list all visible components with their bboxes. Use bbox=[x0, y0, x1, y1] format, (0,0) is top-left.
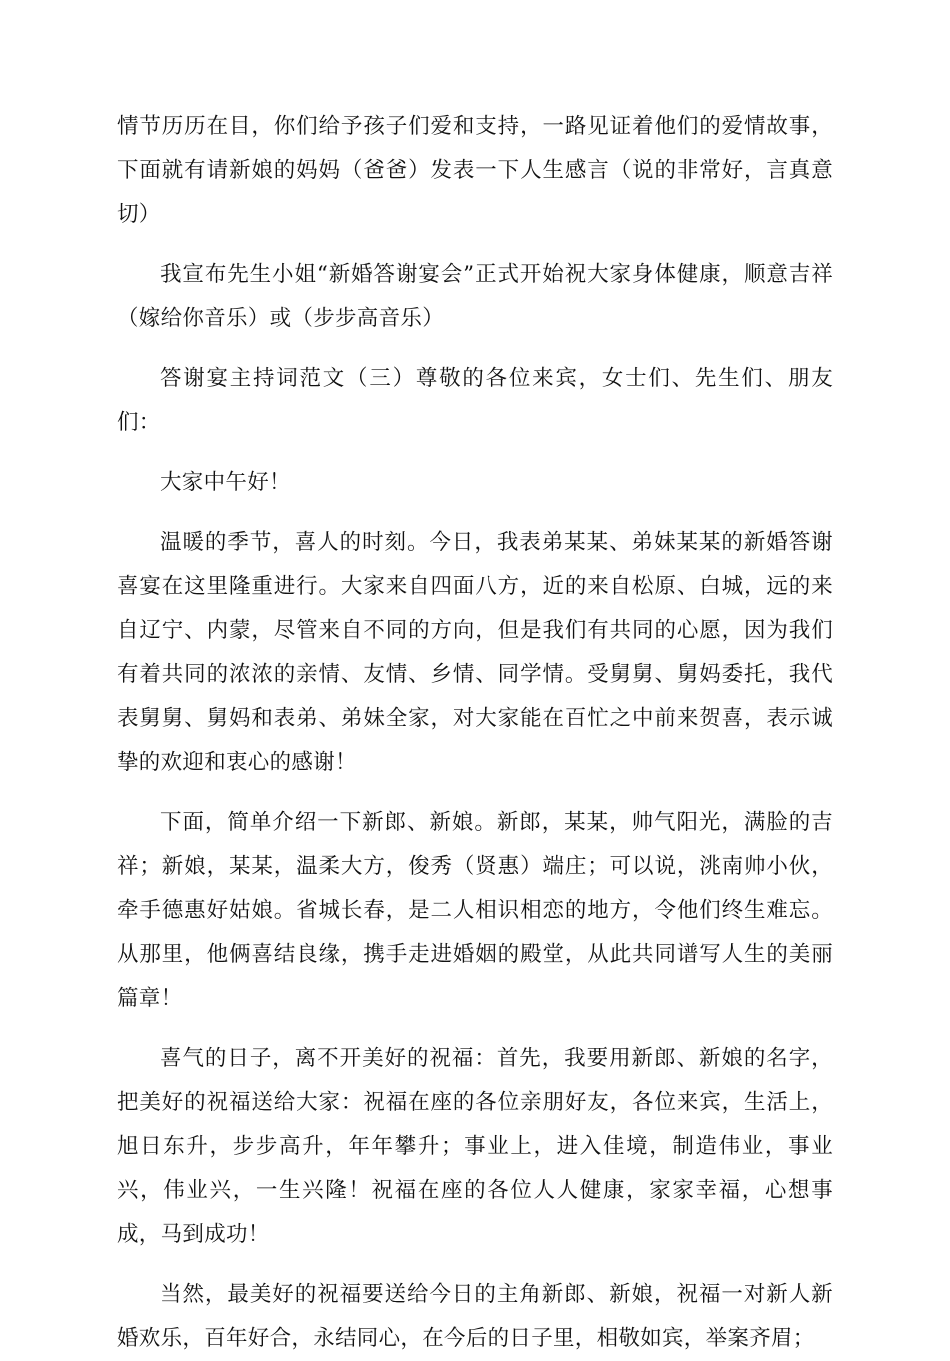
paragraph-continued-intro: 情节历历在目，你们给予孩子们爱和支持，一路见证着他们的爱情故事，下面就有请新娘的妈妈（爸爸）发表一下人生感言（说的非常好，言真意切） bbox=[117, 114, 833, 227]
document-body bbox=[117, 105, 833, 1361]
paragraph-sample-heading: 答谢宴主持词范文（三）尊敬的各位来宾，女士们、先生们、朋友们： bbox=[117, 366, 833, 435]
paragraph-introduction: 下面，简单介绍一下新郎、新娘。新郎，某某，帅气阳光，满脸的吉祥；新娘，某某，温柔大方，俊秀（贤惠）端庄；可以说，洮南帅小伙，牵手德惠好姑娘。省城长春，是二人相识相恋的地方，令他们终生难忘。从那里，他俩喜结良缘，携手走进婚姻的殿堂，从此共同谱写人生的美丽篇章！ bbox=[117, 810, 833, 1011]
paragraph-welcome: 温暖的季节，喜人的时刻。今日，我表弟某某、弟妹某某的新婚答谢喜宴在这里隆重进行。大家来自四面八方，近的来自松原、白城，远的来自辽宁、内蒙，尽管来自不同的方向，但是我们有共同的心愿，因为我们有着共同的浓浓的亲情、友情、乡情、同学情。受舅舅、舅妈委托，我代表舅舅、舅妈和表弟、弟妹全家，对大家能在百忙之中前来贺喜，表示诚挚的欢迎和衷心的感谢！ bbox=[117, 530, 833, 775]
paragraph-greeting: 大家中午好！ bbox=[160, 470, 291, 495]
paragraph-blessings-couple: 当然，最美好的祝福要送给今日的主角新郎、新娘，祝福一对新人新婚欢乐，百年好合，永结同心，在今后的日子里，相敬如宾，举案齐眉； bbox=[117, 1282, 833, 1351]
paragraph-announcement: 我宣布先生小姐“新婚答谢宴会”正式开始祝大家身体健康，顺意吉祥（嫁给你音乐）或（步步高音乐） bbox=[117, 262, 833, 331]
paragraph-blessings-guests: 喜气的日子，离不开美好的祝福：首先，我要用新郎、新娘的名字，把美好的祝福送给大家：祝福在座的各位亲朋好友，各位来宾，生活上，旭日东升，步步高升，年年攀升；事业上，进入佳境，制造伟业，事业兴，伟业兴，一生兴隆！祝福在座的各位人人健康，家家幸福，心想事成，马到成功！ bbox=[117, 1046, 833, 1247]
